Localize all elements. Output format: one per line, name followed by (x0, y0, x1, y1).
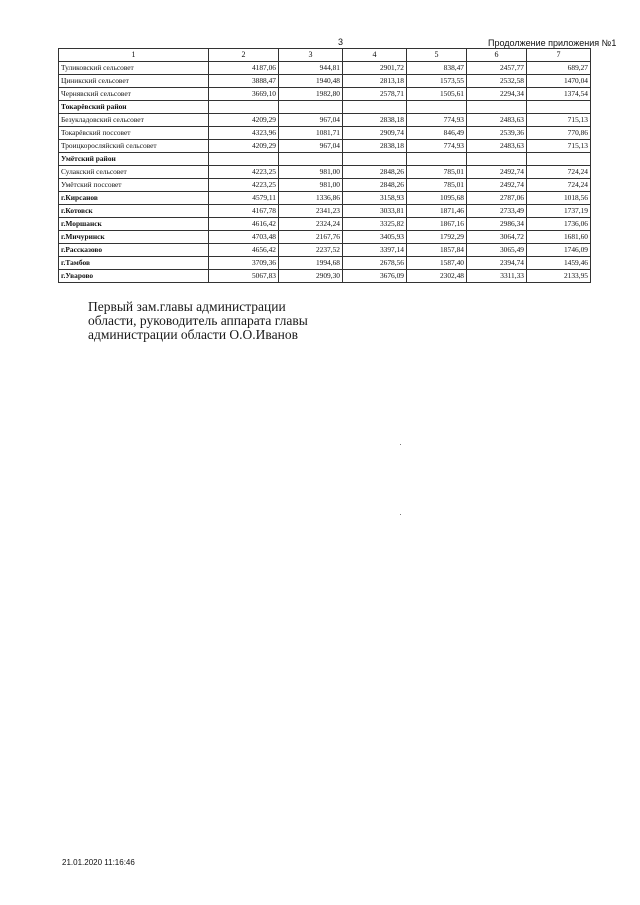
value-cell: 2133,95 (527, 270, 591, 283)
value-cell: 715,13 (527, 114, 591, 127)
value-cell: 4167,78 (209, 205, 279, 218)
page-number: 3 (338, 37, 344, 47)
value-cell: 1994,68 (279, 257, 343, 270)
scan-speck (400, 514, 401, 515)
value-cell: 4323,96 (209, 127, 279, 140)
value-cell: 1459,46 (527, 257, 591, 270)
row-name-cell: г.Мичуринск (59, 231, 209, 244)
print-timestamp: 21.01.2020 11:16:46 (62, 858, 135, 867)
value-cell: 2492,74 (467, 166, 527, 179)
table-section-row (59, 153, 591, 166)
value-cell: 2813,18 (343, 75, 407, 88)
value-cell: 2294,34 (467, 88, 527, 101)
table-row (59, 205, 591, 218)
value-cell: 967,04 (279, 114, 343, 127)
table-row (59, 218, 591, 231)
value-cell: 4223,25 (209, 179, 279, 192)
table-row (59, 88, 591, 101)
value-cell: 2457,77 (467, 62, 527, 75)
table-row (59, 179, 591, 192)
value-cell: 770,86 (527, 127, 591, 140)
value-cell (527, 101, 591, 114)
value-cell: 2848,26 (343, 166, 407, 179)
value-cell: 2341,23 (279, 205, 343, 218)
value-cell: 4579,11 (209, 192, 279, 205)
value-cell: 3888,47 (209, 75, 279, 88)
table-row (59, 127, 591, 140)
value-cell (209, 153, 279, 166)
table-row (59, 270, 591, 283)
value-cell: 1736,06 (527, 218, 591, 231)
value-cell: 3669,10 (209, 88, 279, 101)
table-row (59, 231, 591, 244)
value-cell: 944,81 (279, 62, 343, 75)
value-cell: 1940,48 (279, 75, 343, 88)
header-cell: 3 (279, 49, 343, 62)
value-cell: 4187,06 (209, 62, 279, 75)
header-cell: 2 (209, 49, 279, 62)
value-cell: 1867,16 (407, 218, 467, 231)
row-name-cell: Умётский район (59, 153, 209, 166)
value-cell: 715,13 (527, 140, 591, 153)
row-name-cell: Токарёвский район (59, 101, 209, 114)
value-cell: 2787,06 (467, 192, 527, 205)
value-cell: 2986,34 (467, 218, 527, 231)
value-cell: 3709,36 (209, 257, 279, 270)
signature-line: администрации области О.О.Иванов (88, 327, 298, 342)
value-cell: 1792,29 (407, 231, 467, 244)
row-name-cell: г.Моршанск (59, 218, 209, 231)
row-name-cell: г.Кирсанов (59, 192, 209, 205)
scan-speck (400, 444, 401, 445)
table-row (59, 244, 591, 257)
value-cell: 4656,42 (209, 244, 279, 257)
header-cell: 5 (407, 49, 467, 62)
value-cell: 1470,04 (527, 75, 591, 88)
value-cell: 785,01 (407, 166, 467, 179)
header-cell: 7 (527, 49, 591, 62)
table-row (59, 257, 591, 270)
row-name-cell: г.Тамбов (59, 257, 209, 270)
header-cell: 4 (343, 49, 407, 62)
value-cell: 2532,58 (467, 75, 527, 88)
value-cell: 838,47 (407, 62, 467, 75)
value-cell: 2838,18 (343, 114, 407, 127)
value-cell: 689,27 (527, 62, 591, 75)
value-cell: 2237,52 (279, 244, 343, 257)
value-cell: 967,04 (279, 140, 343, 153)
signature-line: области, руководитель аппарата главы (88, 313, 308, 328)
row-name-cell: Безукладовский сельсовет (59, 114, 209, 127)
value-cell: 785,01 (407, 179, 467, 192)
table-body (59, 49, 591, 283)
value-cell: 1982,80 (279, 88, 343, 101)
table-row (59, 192, 591, 205)
row-name-cell: Умётский поссовет (59, 179, 209, 192)
table-header-row (59, 49, 591, 62)
value-cell: 3158,93 (343, 192, 407, 205)
table-row (59, 75, 591, 88)
value-cell: 3325,82 (343, 218, 407, 231)
continuation-label: Продолжение приложения №1 (488, 38, 617, 48)
table-row (59, 166, 591, 179)
value-cell: 3065,49 (467, 244, 527, 257)
value-cell: 4209,29 (209, 140, 279, 153)
row-name-cell: Чернявский сельсовет (59, 88, 209, 101)
value-cell: 2492,74 (467, 179, 527, 192)
table-section-row (59, 101, 591, 114)
value-cell: 2848,26 (343, 179, 407, 192)
row-name-cell: Токарёвский поссовет (59, 127, 209, 140)
value-cell: 1746,09 (527, 244, 591, 257)
value-cell (209, 101, 279, 114)
value-cell: 3405,93 (343, 231, 407, 244)
value-cell: 2483,63 (467, 114, 527, 127)
value-cell: 724,24 (527, 179, 591, 192)
row-name-cell: Сулакский сельсовет (59, 166, 209, 179)
value-cell: 3676,09 (343, 270, 407, 283)
value-cell: 2302,48 (407, 270, 467, 283)
value-cell: 1018,56 (527, 192, 591, 205)
value-cell: 774,93 (407, 140, 467, 153)
value-cell: 846,49 (407, 127, 467, 140)
value-cell: 3397,14 (343, 244, 407, 257)
value-cell: 1587,40 (407, 257, 467, 270)
header-cell: 1 (59, 49, 209, 62)
value-cell: 1505,61 (407, 88, 467, 101)
value-cell (467, 153, 527, 166)
signature-block (88, 300, 308, 342)
value-cell: 981,00 (279, 179, 343, 192)
value-cell: 5067,83 (209, 270, 279, 283)
table-row (59, 114, 591, 127)
value-cell: 4616,42 (209, 218, 279, 231)
value-cell: 1857,84 (407, 244, 467, 257)
value-cell (279, 153, 343, 166)
value-cell: 3311,33 (467, 270, 527, 283)
value-cell: 724,24 (527, 166, 591, 179)
value-cell: 2394,74 (467, 257, 527, 270)
value-cell: 4209,29 (209, 114, 279, 127)
value-cell: 2901,72 (343, 62, 407, 75)
signature-line: Первый зам.главы администрации (88, 299, 286, 314)
row-name-cell: Циникский сельсовет (59, 75, 209, 88)
value-cell: 2909,74 (343, 127, 407, 140)
value-cell: 1095,68 (407, 192, 467, 205)
value-cell: 1336,86 (279, 192, 343, 205)
value-cell: 4223,25 (209, 166, 279, 179)
value-cell: 2733,49 (467, 205, 527, 218)
data-table (58, 48, 591, 283)
header-cell: 6 (467, 49, 527, 62)
value-cell: 1737,19 (527, 205, 591, 218)
value-cell: 2838,18 (343, 140, 407, 153)
value-cell: 3033,81 (343, 205, 407, 218)
value-cell: 2678,56 (343, 257, 407, 270)
value-cell: 3064,72 (467, 231, 527, 244)
value-cell (527, 153, 591, 166)
value-cell: 1573,55 (407, 75, 467, 88)
value-cell: 774,93 (407, 114, 467, 127)
value-cell: 2909,30 (279, 270, 343, 283)
row-name-cell: г.Уварово (59, 270, 209, 283)
row-name-cell: г.Рассказово (59, 244, 209, 257)
value-cell (467, 101, 527, 114)
value-cell: 1374,54 (527, 88, 591, 101)
value-cell: 2324,24 (279, 218, 343, 231)
table-row (59, 140, 591, 153)
value-cell: 2578,71 (343, 88, 407, 101)
value-cell: 981,00 (279, 166, 343, 179)
value-cell (407, 101, 467, 114)
value-cell: 4703,48 (209, 231, 279, 244)
value-cell: 2539,36 (467, 127, 527, 140)
table-row (59, 62, 591, 75)
value-cell (343, 153, 407, 166)
value-cell (279, 101, 343, 114)
value-cell: 1081,71 (279, 127, 343, 140)
value-cell (407, 153, 467, 166)
value-cell: 2483,63 (467, 140, 527, 153)
value-cell: 1871,46 (407, 205, 467, 218)
value-cell: 2167,76 (279, 231, 343, 244)
value-cell: 1681,60 (527, 231, 591, 244)
row-name-cell: Туликовский сельсовет (59, 62, 209, 75)
row-name-cell: Троицкоросляйский сельсовет (59, 140, 209, 153)
row-name-cell: г.Котовск (59, 205, 209, 218)
value-cell (343, 101, 407, 114)
